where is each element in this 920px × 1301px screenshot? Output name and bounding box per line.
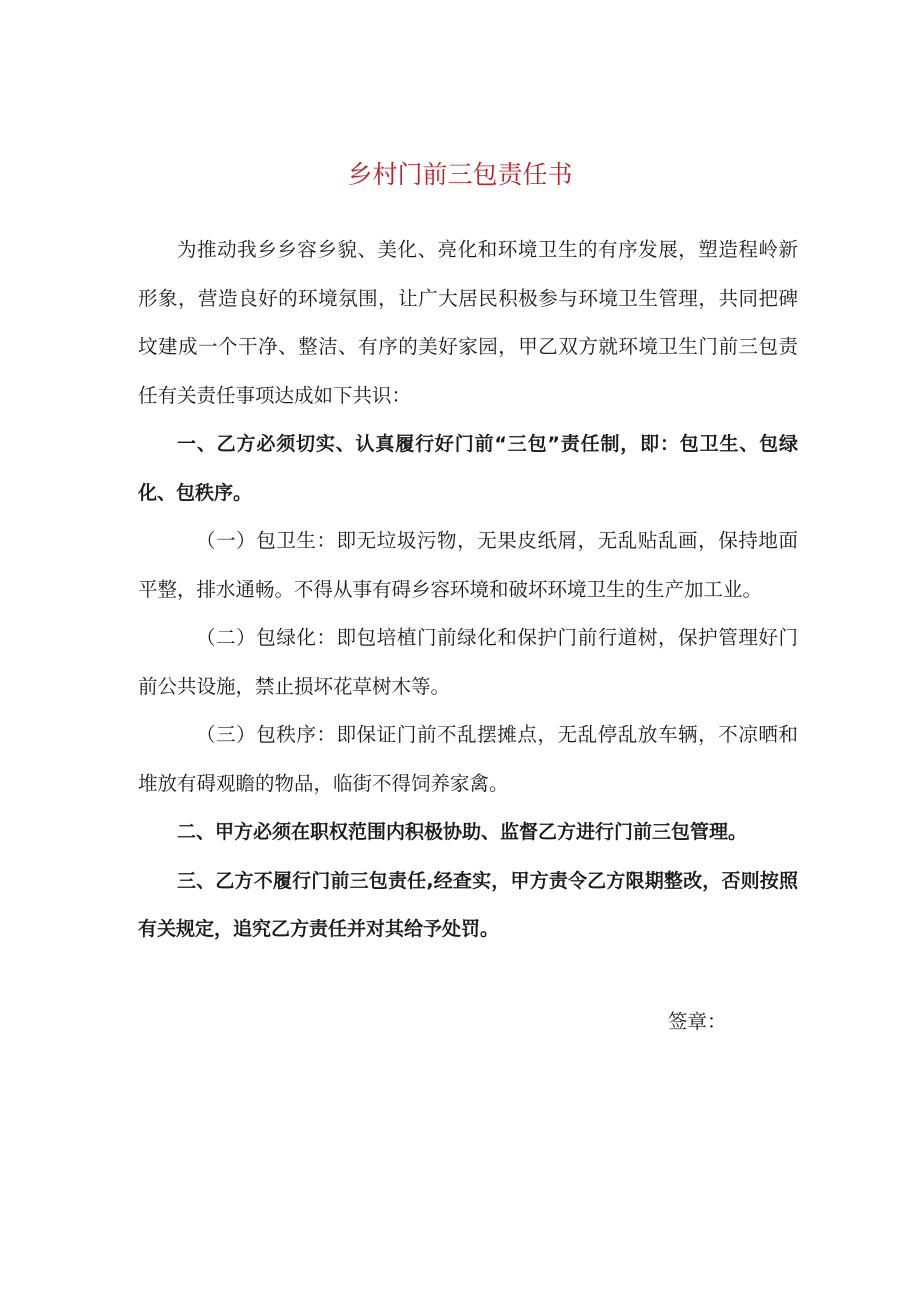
document-body <box>138 226 798 954</box>
intro-paragraph: 为推动我乡乡容乡貌、美化、亮化和环境卫生的有序发展，塑造程岭新形象，营造良好的环境氛围，让广大居民积极参与环境卫生管理，共同把碑坟建成一个干净、整洁、有序的美好家园，甲乙双方就环境卫生门前三包责任有关责任事项达成如下共识： <box>138 238 798 407</box>
clause-1-sub-3: （三）包秩序：即保证门前不乱摆摊点，无乱停乱放车辆，不凉晒和堆放有碍观瞻的物品，临街不得饲养家禽。 <box>138 723 798 795</box>
clause-1: 一、乙方必须切实、认真履行好门前“三包”责任制，即：包卫生、包绿化、包秩序。 <box>138 433 798 504</box>
clause-1-sub-1: （一）包卫生：即无垃圾污物，无果皮纸屑，无乱贴乱画，保持地面平整，排水通畅。不得从事有碍乡容环境和破坏环境卫生的生产加工业。 <box>138 529 798 601</box>
clause-1-sub-2: （二）包绿化：即包培植门前绿化和保护门前行道树，保护管理好门前公共设施，禁止损坏花草树木等。 <box>138 626 798 698</box>
clause-2: 二、甲方必须在职权范围内积极协助、监督乙方进行门前三包管理。 <box>177 821 748 843</box>
clause-3: 三、乙方不履行门前三包责任,经查实，甲方责令乙方限期整改，否则按照有关规定，追究乙方责任并对其给予处罚。 <box>138 869 798 940</box>
document-title: 乡村门前三包责任书 <box>347 160 573 189</box>
signature-label: 签章： <box>668 1010 727 1033</box>
